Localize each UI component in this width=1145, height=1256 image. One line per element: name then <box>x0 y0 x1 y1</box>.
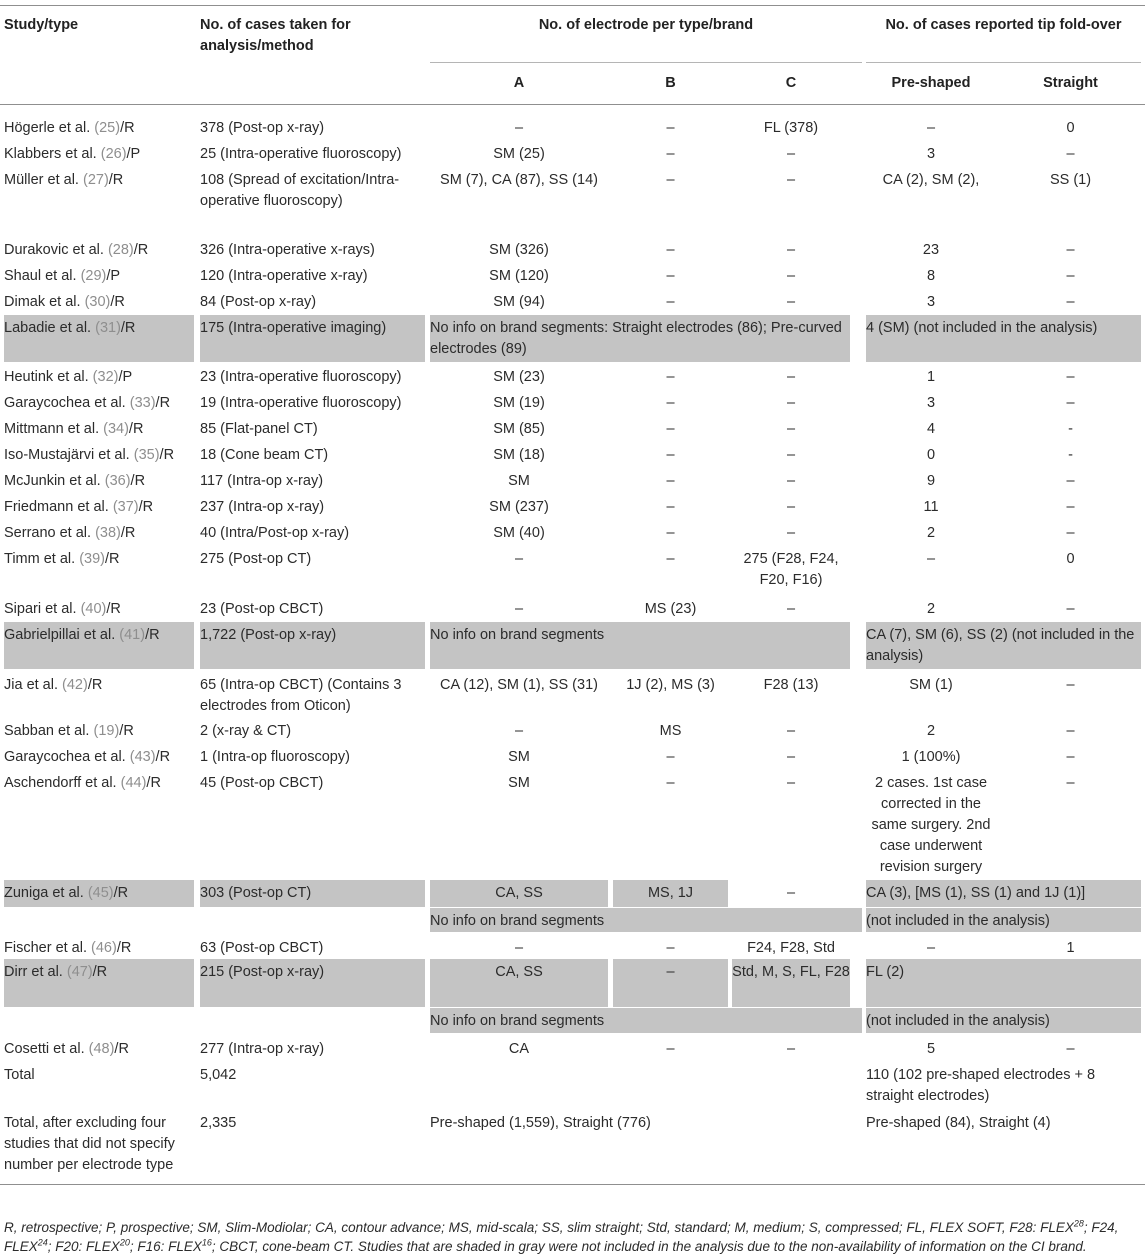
study-name: Högerle et al. <box>4 120 91 136</box>
electrode-a-cell: SM (326) <box>489 242 549 258</box>
study-cell <box>4 1113 194 1176</box>
cases-cell: 215 (Post-op x-ray) <box>200 964 325 980</box>
electrode-a-cell: SM (7), CA (87), SS (14) <box>440 172 598 188</box>
electrode-a-cell: SM (40) <box>493 525 545 541</box>
reference-link[interactable]: (42) <box>62 677 88 693</box>
foldover-span-cell: 4 (SM) (not included in the analysis) <box>866 320 1098 336</box>
electrode-b-cell: 1J (2), MS (3) <box>626 677 715 693</box>
reference-link[interactable]: (26) <box>100 146 127 162</box>
cases-cell: 1,722 (Post-op x-ray) <box>200 627 337 643</box>
electrode-b-cell: – <box>666 369 675 385</box>
pre-shaped-cell: – <box>926 551 936 567</box>
study-cell <box>4 393 194 414</box>
electrode-a-cell: SM <box>508 775 530 791</box>
study-type: /R <box>92 964 108 980</box>
pre-shaped-cell: 2 <box>926 525 936 541</box>
study-name: Zuniga et al. <box>4 885 84 901</box>
study-name: Müller et al. <box>4 172 79 188</box>
electrode-c-cell: Std, M, S, FL, F28 <box>732 964 850 980</box>
reference-link[interactable]: (27) <box>82 172 109 188</box>
study-cell <box>4 497 194 518</box>
reference-link[interactable]: (28) <box>107 242 134 258</box>
cases-cell: 23 (Post-op CBCT) <box>200 601 324 617</box>
straight-cell: – <box>1066 723 1075 739</box>
study-type: /P <box>106 268 121 284</box>
study-type: /P <box>118 369 133 385</box>
electrode-c-cell: – <box>786 242 796 258</box>
study-name: Timm et al. <box>4 551 76 567</box>
study-type: /R <box>116 940 132 956</box>
electrode-b-cell: – <box>666 775 675 791</box>
electrode-b-cell: – <box>666 268 675 284</box>
study-cell <box>4 144 194 165</box>
study-type: /R <box>87 677 103 693</box>
brand-span-cell: No info on brand segments <box>430 913 605 929</box>
electrode-a-cell: SM (18) <box>493 447 545 463</box>
electrode-c-cell: – <box>786 294 796 310</box>
foldover-span-cell: FL (2) <box>866 964 905 980</box>
cases-cell: 84 (Post-op x-ray) <box>200 294 317 310</box>
study-type: /R <box>120 320 136 336</box>
study-name: Shaul et al. <box>4 268 77 284</box>
study-type: /R <box>133 242 149 258</box>
electrode-b-cell: – <box>666 940 675 956</box>
study-type: /R <box>146 775 161 791</box>
reference-link[interactable]: (35) <box>133 447 160 463</box>
pre-shaped-cell: 1 (100%) <box>901 749 961 765</box>
reference-link[interactable]: (45) <box>87 885 114 901</box>
electrode-c-cell: – <box>786 395 796 411</box>
study-cell <box>4 721 194 742</box>
electrode-c-cell: – <box>786 775 796 791</box>
pre-shaped-cell: 3 <box>926 146 936 162</box>
study-type: /R <box>130 473 146 489</box>
electrode-a-cell: SM <box>508 473 530 489</box>
study-cell <box>4 675 194 696</box>
reference-link[interactable]: (39) <box>79 551 105 567</box>
pre-shaped-cell: 4 <box>926 421 936 437</box>
electrode-c-cell: – <box>786 268 796 284</box>
study-type: /R <box>113 885 129 901</box>
reference-link[interactable]: (43) <box>129 749 156 765</box>
cases-cell: 45 (Post-op CBCT) <box>200 775 324 791</box>
electrode-a-cell: SM (237) <box>489 499 549 515</box>
straight-cell: – <box>1066 395 1075 411</box>
cases-cell: 108 (Spread of excitation/Intra-operative fluoroscopy) <box>200 172 400 209</box>
cases-cell: 63 (Post-op CBCT) <box>200 940 324 956</box>
electrode-c-cell: F28 (13) <box>763 677 819 693</box>
study-cell <box>4 1065 194 1086</box>
electrode-b-cell: – <box>666 447 675 463</box>
reference-link[interactable]: (25) <box>94 120 121 136</box>
study-cell <box>4 938 194 959</box>
header-subrule <box>430 62 862 63</box>
cases-cell: 40 (Intra/Post-op x-ray) <box>200 525 350 541</box>
electrode-c-cell: – <box>786 885 796 901</box>
cases-cell: 175 (Intra-operative imaging) <box>200 320 387 336</box>
study-name: Heutink et al. <box>4 369 89 385</box>
electrode-c-cell: – <box>786 473 796 489</box>
study-cell <box>4 367 194 388</box>
study-name: Dimak et al. <box>4 294 81 310</box>
reference-link[interactable]: (48) <box>88 1041 115 1057</box>
pre-shaped-cell: – <box>926 120 936 136</box>
straight-cell: – <box>1066 601 1075 617</box>
straight-cell: – <box>1066 369 1075 385</box>
reference-link[interactable]: (44) <box>120 775 147 791</box>
study-name: Sipari et al. <box>4 601 77 617</box>
electrode-b-cell: – <box>666 242 675 258</box>
reference-link[interactable]: (41) <box>119 627 146 643</box>
electrode-b-cell: – <box>666 294 675 310</box>
electrode-a-cell: – <box>514 940 524 956</box>
electrode-b-cell: MS, 1J <box>647 885 694 901</box>
study-name: Total, after excluding four studies that did not specify number per electrode type <box>4 1115 175 1173</box>
foldover-span-cell: 110 (102 pre-shaped electrodes + 8 straight electrodes) <box>866 1067 1096 1104</box>
straight-cell: SS (1) <box>1049 172 1092 188</box>
study-type: /R <box>119 723 134 739</box>
study-type: /R <box>128 421 144 437</box>
study-type: /P <box>126 146 141 162</box>
study-cell <box>4 118 194 139</box>
cases-cell: 2 (x-ray & CT) <box>200 723 292 739</box>
electrode-b-cell: – <box>666 499 675 515</box>
reference-link[interactable]: (37) <box>112 499 139 515</box>
column-header-pre-shaped: Pre-shaped <box>891 75 971 91</box>
pre-shaped-cell: 5 <box>926 1041 936 1057</box>
straight-cell: – <box>1066 677 1075 693</box>
column-header-cases: No. of cases taken for analysis/method <box>200 17 351 54</box>
superscript: 16 <box>201 1237 212 1248</box>
straight-cell: 0 <box>1066 120 1075 136</box>
straight-cell: – <box>1066 294 1075 310</box>
study-cell <box>4 471 194 492</box>
study-cell <box>4 599 194 620</box>
foldover-span-cell: (not included in the analysis) <box>866 913 1050 929</box>
header-subrule <box>866 62 1141 63</box>
electrode-a-cell: – <box>514 601 524 617</box>
straight-cell: – <box>1066 473 1075 489</box>
brand-span-cell: No info on brand segments: Straight electrodes (86); Pre-curved electrodes (89) <box>430 320 842 357</box>
electrode-c-cell: – <box>786 146 796 162</box>
straight-cell: – <box>1066 499 1075 515</box>
column-header-study: Study/type <box>4 17 79 33</box>
foldover-span-cell: (not included in the analysis) <box>866 1013 1050 1029</box>
electrode-a-cell: – <box>514 120 524 136</box>
electrode-b-cell: MS <box>659 723 682 739</box>
straight-cell: – <box>1066 1041 1075 1057</box>
electrode-b-cell: – <box>666 172 675 188</box>
study-type: /R <box>145 627 160 643</box>
straight-cell: – <box>1066 268 1075 284</box>
pre-shaped-cell: 2 <box>926 601 936 617</box>
electrode-c-cell: – <box>786 369 796 385</box>
electrode-b-cell: – <box>666 551 675 567</box>
electrode-a-cell: CA (12), SM (1), SS (31) <box>440 677 598 693</box>
column-header-b: B <box>665 75 676 91</box>
superscript: 20 <box>119 1237 130 1248</box>
table-top-rule <box>0 5 1145 6</box>
study-name: Iso-Mustajärvi et al. <box>4 447 130 463</box>
cases-cell: 378 (Post-op x-ray) <box>200 120 325 136</box>
electrode-c-cell: – <box>786 525 796 541</box>
superscript: 24 <box>37 1237 48 1248</box>
electrode-b-cell: – <box>666 146 675 162</box>
study-cell <box>4 883 194 904</box>
cases-cell: 19 (Intra-operative fluoroscopy) <box>200 395 402 411</box>
study-type: /R <box>155 395 171 411</box>
pre-shaped-cell: SM (1) <box>909 677 953 693</box>
cases-cell: 23 (Intra-operative fluoroscopy) <box>200 369 402 385</box>
electrode-a-cell: CA <box>508 1041 530 1057</box>
electrode-a-cell: CA, SS <box>495 885 543 901</box>
pre-shaped-cell: 2 <box>926 723 936 739</box>
electrode-c-cell: – <box>786 601 796 617</box>
electrode-c-cell: – <box>786 723 796 739</box>
study-name: Garaycochea et al. <box>4 395 126 411</box>
table-footnote: R, retrospective; P, prospective; SM, Slim-Modiolar; CA, contour advance; MS, mid-scala; SS, slim straight; Std, standard; M, medium; S, compressed; FL, FLEX SOFT, F28: FLEX$^{28}$; F24, FLEX$^{24}$; F20: FLEX$^{20}$; F16: FLEX$^{16}$; CBCT, cone-beam CT. Studies that are shaded in gray were not included in the analysis due to the non-availability of information on the CI brand. <box>4 1218 1119 1254</box>
brand-span-cell: Pre-shaped (1,559), Straight (776) <box>430 1115 651 1131</box>
study-name: Total <box>4 1067 35 1083</box>
reference-link[interactable]: (47) <box>66 964 93 980</box>
study-type: /R <box>159 447 175 463</box>
electrode-a-cell: CA, SS <box>495 964 543 980</box>
study-cell <box>4 240 194 261</box>
electrode-b-cell: – <box>666 395 675 411</box>
straight-cell: – <box>1066 242 1075 258</box>
electrode-b-cell: MS (23) <box>644 601 697 617</box>
straight-cell: 1 <box>1066 940 1075 956</box>
study-cell <box>4 445 194 466</box>
study-name: Mittmann et al. <box>4 421 100 437</box>
pre-shaped-cell: 1 <box>926 369 936 385</box>
straight-cell: - <box>1068 421 1073 437</box>
reference-link[interactable]: (19) <box>93 723 120 739</box>
electrode-a-cell: SM (94) <box>493 294 545 310</box>
straight-cell: – <box>1066 775 1075 791</box>
study-name: Sabban et al. <box>4 723 90 739</box>
study-type: /R <box>108 172 124 188</box>
study-cell <box>4 266 194 287</box>
study-type: /R <box>138 499 154 515</box>
electrode-c-cell: F24, F28, Std <box>747 940 835 956</box>
pre-shaped-cell: – <box>926 940 936 956</box>
study-name: Dirr et al. <box>4 964 63 980</box>
pre-shaped-cell: 8 <box>926 268 936 284</box>
electrode-c-cell: – <box>786 172 796 188</box>
study-cell <box>4 549 194 570</box>
straight-cell: – <box>1066 146 1075 162</box>
study-type: /R <box>105 551 120 567</box>
study-cell <box>4 962 194 983</box>
cases-cell: 2,335 <box>200 1115 237 1131</box>
electrode-b-cell: – <box>666 421 675 437</box>
electrode-b-cell: – <box>666 473 675 489</box>
electrode-b-cell: – <box>666 964 675 980</box>
pre-shaped-cell: CA (2), SM (2), <box>882 172 980 188</box>
study-type: /R <box>114 1041 129 1057</box>
cases-cell: 5,042 <box>200 1067 237 1083</box>
study-type: /R <box>110 294 125 310</box>
reference-link[interactable]: (34) <box>103 421 129 437</box>
reference-link[interactable]: (33) <box>129 395 156 411</box>
header-bottom-rule <box>0 104 1145 105</box>
cases-cell: 1 (Intra-op fluoroscopy) <box>200 749 350 765</box>
cases-cell: 85 (Flat-panel CT) <box>200 421 318 437</box>
cases-cell: 65 (Intra-op CBCT) (Contains 3 electrodes from Oticon) <box>200 677 402 714</box>
study-name: Serrano et al. <box>4 525 92 541</box>
pre-shaped-cell: 3 <box>926 395 936 411</box>
column-header-a: A <box>513 75 525 91</box>
study-name: Durakovic et al. <box>4 242 104 258</box>
straight-cell: – <box>1066 749 1075 765</box>
reference-link[interactable]: (32) <box>92 369 119 385</box>
cases-cell: 326 (Intra-operative x-rays) <box>200 242 375 258</box>
electrode-b-cell: – <box>666 525 675 541</box>
brand-span-cell: No info on brand segments <box>430 1013 605 1029</box>
pre-shaped-cell: 2 cases. 1st case corrected in the same surgery. 2nd case underwent revision surgery <box>871 775 991 875</box>
reference-link[interactable]: (40) <box>80 601 107 617</box>
cases-cell: 303 (Post-op CT) <box>200 885 312 901</box>
column-header-straight: Straight <box>1043 75 1098 91</box>
electrode-b-cell: – <box>666 1041 675 1057</box>
electrode-a-cell: SM (25) <box>493 146 545 162</box>
reference-link[interactable]: (38) <box>95 525 121 541</box>
pre-shaped-cell: 11 <box>923 499 939 515</box>
pre-shaped-cell: 3 <box>926 294 936 310</box>
cases-cell: 275 (Post-op CT) <box>200 551 312 567</box>
electrode-a-cell: SM (85) <box>493 421 545 437</box>
foldover-span-cell: Pre-shaped (84), Straight (4) <box>866 1115 1051 1131</box>
electrode-c-cell: 275 (F28, F24, F20, F16) <box>743 551 839 588</box>
cases-cell: 25 (Intra-operative fluoroscopy) <box>200 146 402 162</box>
straight-cell: 0 <box>1066 551 1075 567</box>
pre-shaped-cell: 0 <box>926 447 936 463</box>
brand-span-cell: No info on brand segments <box>430 627 605 643</box>
pre-shaped-cell: 9 <box>926 473 936 489</box>
electrode-c-cell: – <box>786 447 796 463</box>
electrode-c-cell: – <box>786 499 796 515</box>
study-name: McJunkin et al. <box>4 473 101 489</box>
study-name: Garaycochea et al. <box>4 749 126 765</box>
study-name: Gabrielpillai et al. <box>4 627 116 643</box>
reference-link[interactable]: (31) <box>95 320 121 336</box>
study-name: Aschendorff et al. <box>4 775 117 791</box>
electrode-a-cell: – <box>514 551 524 567</box>
table-bottom-rule <box>0 1184 1145 1185</box>
electrode-a-cell: SM (19) <box>493 395 545 411</box>
electrode-a-cell: – <box>514 723 524 739</box>
cases-cell: 120 (Intra-operative x-ray) <box>200 268 368 284</box>
cases-cell: 237 (Intra-op x-ray) <box>200 499 325 515</box>
study-name: Klabbers et al. <box>4 146 97 162</box>
reference-link[interactable]: (46) <box>91 940 117 956</box>
electrode-b-cell: – <box>666 120 675 136</box>
study-cell <box>4 1039 194 1060</box>
electrode-a-cell: SM <box>508 749 530 765</box>
column-header-electrode: No. of electrode per type/brand <box>538 17 754 33</box>
study-cell <box>4 170 194 191</box>
electrode-c-cell: FL (378) <box>763 120 819 136</box>
study-type: /R <box>120 525 136 541</box>
electrode-a-cell: SM (120) <box>489 268 549 284</box>
study-cell <box>4 292 194 313</box>
study-cell <box>4 419 194 440</box>
study-cell <box>4 318 194 339</box>
reference-link[interactable]: (29) <box>80 268 107 284</box>
cases-cell: 277 (Intra-op x-ray) <box>200 1041 325 1057</box>
study-name: Cosetti et al. <box>4 1041 85 1057</box>
electrode-a-cell: SM (23) <box>493 369 545 385</box>
study-type: /R <box>120 120 135 136</box>
study-cell <box>4 747 194 768</box>
foldover-span-cell: CA (7), SM (6), SS (2) (not included in the analysis) <box>866 627 1135 664</box>
study-name: Jia et al. <box>4 677 58 693</box>
straight-cell: – <box>1066 525 1075 541</box>
straight-cell: - <box>1068 447 1073 463</box>
column-header-c: C <box>785 75 797 91</box>
study-cell <box>4 773 194 794</box>
study-name: Labadie et al. <box>4 320 92 336</box>
foldover-span-cell: CA (3), [MS (1), SS (1) and 1J (1)] <box>866 885 1086 901</box>
reference-link[interactable]: (36) <box>104 473 131 489</box>
reference-link[interactable]: (30) <box>84 294 111 310</box>
electrode-c-cell: – <box>786 1041 796 1057</box>
study-cell <box>4 625 194 646</box>
study-cell <box>4 523 194 544</box>
electrode-c-cell: – <box>786 421 796 437</box>
study-name: Friedmann et al. <box>4 499 109 515</box>
study-type: /R <box>155 749 171 765</box>
study-name: Fischer et al. <box>4 940 87 956</box>
electrode-b-cell: – <box>666 749 675 765</box>
column-header-foldover: No. of cases reported tip fold-over <box>885 17 1122 33</box>
pre-shaped-cell: 23 <box>922 242 940 258</box>
cases-cell: 18 (Cone beam CT) <box>200 447 329 463</box>
study-type: /R <box>106 601 121 617</box>
cases-cell: 117 (Intra-op x-ray) <box>200 473 324 489</box>
superscript: 28 <box>1073 1218 1084 1229</box>
electrode-c-cell: – <box>786 749 796 765</box>
